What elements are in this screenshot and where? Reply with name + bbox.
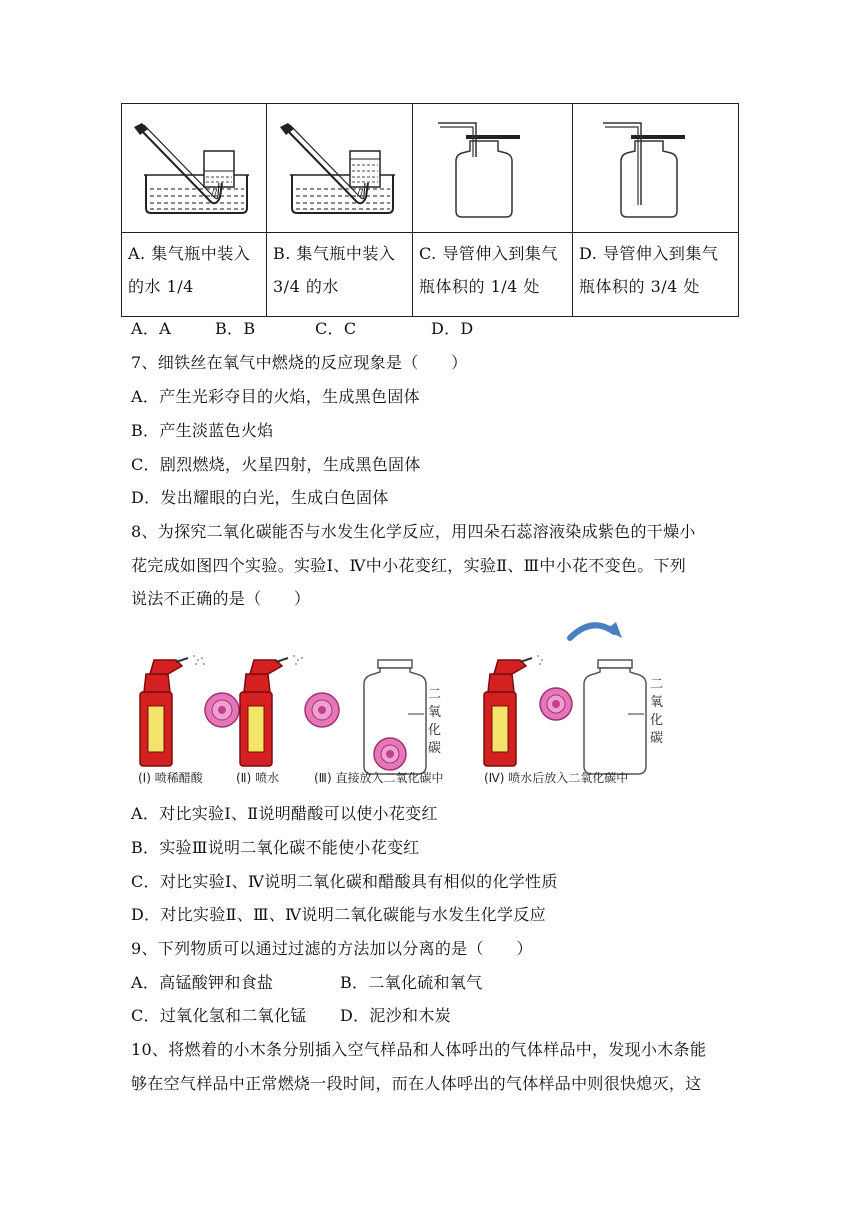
- q6-choice-b: B．B: [215, 319, 256, 338]
- option-a-label: A. 集气瓶中装入的水 1/4: [122, 233, 267, 317]
- gas-label-char: 化: [428, 723, 442, 738]
- q6-answer-choices: [131, 316, 741, 339]
- gas-label-char: 二: [428, 687, 442, 702]
- q7-stem: 7、细铁丝在氧气中燃烧的反应现象是（ ）: [131, 353, 468, 372]
- q8-stem-line-2: 花完成如图四个实验。实验Ⅰ、Ⅳ中小花变红，实验Ⅱ、Ⅲ中小花不变色。下列: [131, 556, 687, 575]
- q9-options-row-1: [131, 970, 741, 993]
- gas-label-char: 碳: [428, 741, 442, 756]
- option-a-figure: [122, 104, 267, 233]
- q10-stem-line-1: 10、将燃着的小木条分别插入空气样品和人体呼出的气体样品中，发现小木条能: [131, 1040, 707, 1059]
- q9-stem: 9、下列物质可以通过过滤的方法加以分离的是（ ）: [131, 939, 533, 958]
- gas-bottle-tube-quarter-figure: [418, 113, 568, 223]
- q8-experiment-figure: [132, 616, 672, 792]
- spray-bottle-icon: [140, 655, 205, 766]
- flower-icon: [374, 738, 406, 770]
- q8-stem-line-3: 说法不正确的是（ ）: [131, 589, 311, 608]
- option-d-label: D. 导管伸入到集气瓶体积的 3/4 处: [573, 233, 739, 317]
- q7-option-b: B．产生淡蓝色火焰: [131, 421, 274, 440]
- option-c-label: C. 导管伸入到集气瓶体积的 1/4 处: [413, 233, 573, 317]
- gas-label-char: 碳: [650, 731, 664, 746]
- q9-option-a: A．高锰酸钾和食盐: [131, 973, 274, 992]
- caption-experiment-2: (Ⅱ) 喷水: [236, 771, 280, 785]
- q9-options-row-2: [131, 1003, 741, 1026]
- gas-bottle-tube-three-quarter-figure: [581, 113, 731, 223]
- spray-bottle-icon: [484, 655, 543, 766]
- q8-option-b: B．实验Ⅲ说明二氧化碳不能使小花变红: [131, 838, 420, 857]
- water-trough-quarter-figure: [124, 113, 264, 223]
- flower-icon: [305, 693, 339, 727]
- flower-icon: [540, 688, 572, 720]
- q7-option-c: C．剧烈燃烧，火星四射，生成黑色固体: [131, 455, 421, 474]
- svg-text://: //: [356, 189, 363, 199]
- q8-stem-line-1: 8、为探究二氧化碳能否与水发生化学反应，用四朵石蕊溶液染成紫色的干燥小: [131, 522, 696, 541]
- water-trough-three-quarter-figure: [270, 113, 410, 223]
- svg-text://: //: [211, 189, 218, 199]
- q8-option-a: A．对比实验Ⅰ、Ⅱ说明醋酸可以使小花变红: [131, 804, 438, 823]
- q6-choice-d: D．D: [431, 319, 474, 338]
- q6-options-table: [121, 103, 739, 317]
- q9-option-c: C．过氧化氢和二氧化锰: [131, 1006, 307, 1025]
- option-c-figure: [413, 104, 573, 233]
- option-d-figure: [573, 104, 739, 233]
- gas-label-char: 氧: [428, 705, 442, 720]
- q9-option-d: D．泥沙和木炭: [340, 1006, 451, 1025]
- caption-experiment-4: (Ⅳ) 喷水后放入二氧化碳中: [484, 771, 629, 785]
- gas-label-char: 氧: [650, 695, 664, 710]
- q6-choice-c: C．C: [315, 319, 357, 338]
- q9-option-b: B．二氧化硫和氧气: [340, 973, 483, 992]
- option-b-figure: [267, 104, 413, 233]
- spray-bottle-icon: [240, 655, 303, 766]
- q6-choice-a: A．A: [131, 319, 172, 338]
- gas-label-char: 二: [650, 677, 664, 692]
- q7-option-d: D．发出耀眼的白光，生成白色固体: [131, 488, 389, 507]
- caption-experiment-3: (Ⅲ) 直接放入二氧化碳中: [314, 771, 444, 785]
- q7-option-a: A．产生光彩夺目的火焰，生成黑色固体: [131, 387, 420, 406]
- q8-option-c: C．对比实验Ⅰ、Ⅳ说明二氧化碳和醋酸具有相似的化学性质: [131, 872, 558, 891]
- option-b-label: B. 集气瓶中装入3/4 的水: [267, 233, 413, 317]
- gas-bottle-icon: [584, 660, 646, 774]
- flower-icon: [205, 693, 239, 727]
- q10-stem-line-2: 够在空气样品中正常燃烧一段时间，而在人体呼出的气体样品中则很快熄灭，这: [131, 1074, 702, 1093]
- q8-option-d: D．对比实验Ⅱ、Ⅲ、Ⅳ说明二氧化碳能与水发生化学反应: [131, 905, 546, 924]
- curved-arrow-icon: [570, 622, 622, 638]
- gas-label-char: 化: [650, 713, 664, 728]
- caption-experiment-1: (Ⅰ) 喷稀醋酸: [138, 771, 203, 785]
